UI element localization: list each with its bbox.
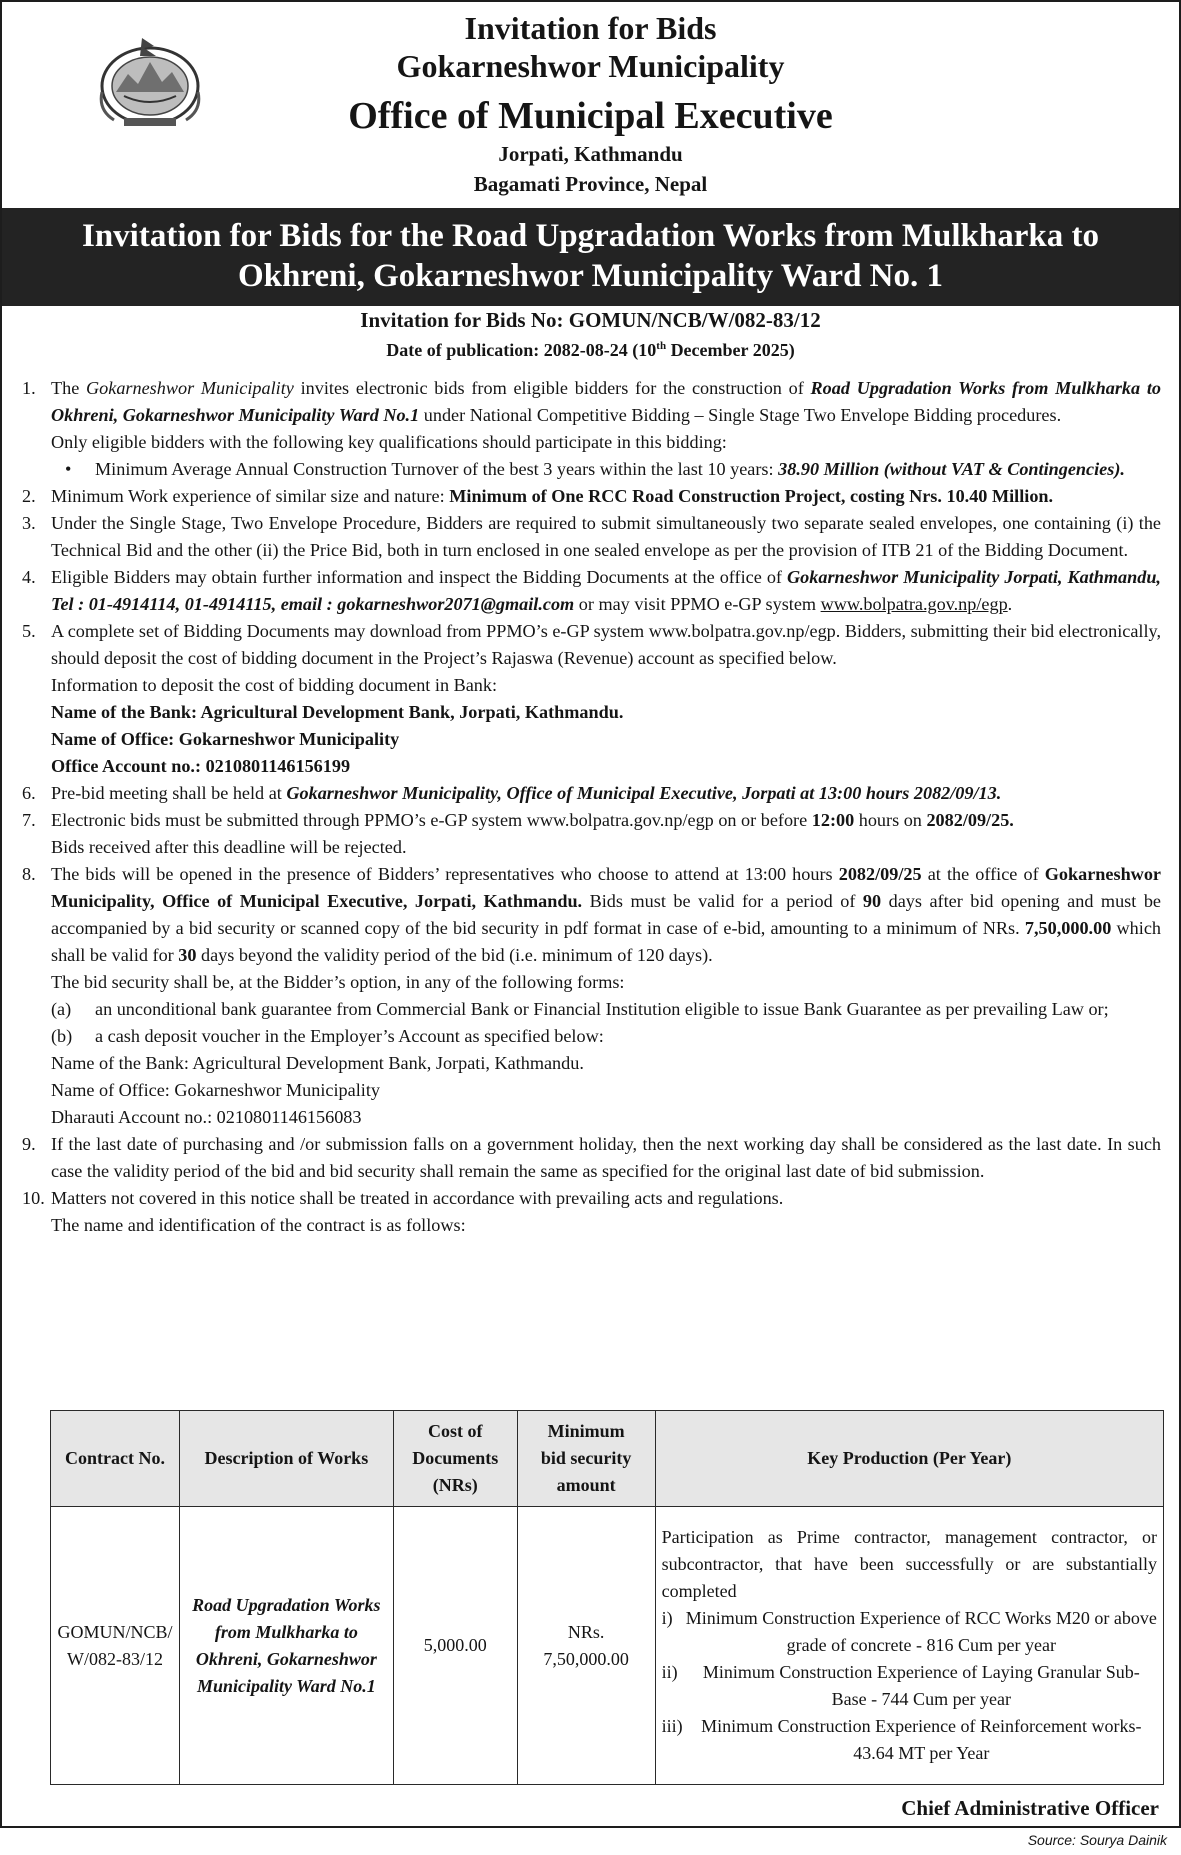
cell-key-production (655, 1507, 1163, 1785)
text-run: Name of Office: Gokarneshwor Municipality (51, 729, 400, 749)
clause-number: 5. (22, 621, 36, 641)
text-run: amount (556, 1475, 616, 1495)
text-run: NRs. (567, 1621, 605, 1642)
clause-3 (22, 510, 1161, 564)
clause-number: 3. (22, 513, 36, 533)
clause-6 (22, 780, 1161, 807)
clause-text (51, 375, 1161, 429)
clause-text (51, 780, 1161, 807)
text-run: Minimum Work experience of similar size and nature: (51, 486, 450, 506)
text-run: W/082-83/12 (66, 1648, 163, 1669)
title-banner (2, 208, 1179, 306)
clause-number: 9. (22, 1134, 36, 1154)
text-run: hours on (854, 810, 927, 830)
text-run: Minimum Construction Experience of Laying Granular Sub-Base - 744 Cum per year (702, 1662, 1140, 1709)
header-municipality: Gokarneshwor Municipality (396, 48, 785, 84)
security-option-a (51, 996, 1161, 1023)
header-province: Bagamati Province, Nepal (473, 172, 708, 196)
clause-9 (22, 1131, 1161, 1185)
text-run: Minimum Average Annual Construction Turnover of the best 3 years within the last 10 years: (95, 459, 779, 479)
deposit-bank: Name of the Bank: Agricultural Development Bank, Jorpati, Kathmandu. (51, 1053, 584, 1073)
text-run: 2082/09/25. (926, 810, 1014, 830)
table-row (51, 1507, 1164, 1785)
clause-text: Only eligible bidders with the following key qualifications should participate in this bidding: (51, 432, 727, 452)
text-run: 2082/09/25 (838, 864, 922, 884)
clause-text: Bids received after this deadline will be rejected. (51, 837, 407, 857)
text-run: or may visit PPMO e-GP system (574, 594, 821, 614)
clause-5 (22, 618, 1161, 780)
clause-4 (22, 564, 1161, 618)
deposit-office: Name of Office: Gokarneshwor Municipality (51, 1080, 380, 1100)
item-mark: i) (661, 1608, 673, 1628)
text-run: Office Account no.: 0210801146156199 (51, 756, 351, 776)
clause-number: 4. (22, 567, 36, 587)
item-mark: iii) (661, 1716, 683, 1736)
col-description: Description of Works (179, 1411, 393, 1507)
text-run: Bids must be valid for a period of (582, 891, 863, 911)
text-run: 7,50,000.00 (1024, 918, 1112, 938)
clause-number: 6. (22, 783, 36, 803)
key-production-item (662, 1659, 1157, 1713)
cell-contract-no (51, 1507, 180, 1785)
text-run: Minimum Construction Experience of RCC Works M20 or above grade of concrete - 816 Cum per year (685, 1608, 1157, 1655)
text-run: Gokarneshwor Municipality, Office of Municipal Executive, Jorpati, Kathmandu. (51, 864, 1161, 911)
clause-text: Under the Single Stage, Two Envelope Procedure, Bidders are required to submit simultaneously two separate sealed envelopes, one containing (i) the Technical Bid and the other (ii) the Price Bid, both in turn enclosed in one sealed envelope as per the provision of ITB 21 of the Bidding Document. (51, 513, 1161, 560)
clause-text: If the last date of purchasing and /or submission falls on a government holiday, then the next working day shall be considered as the last date. In such case the validity period of the bid and bid security shall remain the same as specified for the original last date of bid submission. (51, 1134, 1161, 1181)
bullet-mark: • (65, 459, 72, 479)
notice-header (2, 2, 1179, 208)
text-run: Gokarneshwor Municipality, Office of Municipal Executive, Jorpati at 13:00 hours 2082/09/13. (286, 783, 1002, 803)
header-office: Office of Municipal Executive (348, 95, 833, 137)
signoff: Chief Administrative Officer (901, 1796, 1159, 1820)
source-credit: Source: Sourya Dainik (1027, 1832, 1167, 1848)
key-production-intro: Participation as Prime contractor, management contractor, or subcontractor, that have been successfully or are substantially completed (661, 1527, 1157, 1601)
clause-text (51, 483, 1161, 510)
text-run: 12:00 (811, 810, 855, 830)
table-header-row (51, 1411, 1164, 1507)
text-run: Name of the Bank: Agricultural Development Bank, Jorpati, Kathmandu. (51, 702, 624, 722)
publication-date-sup: th (656, 340, 667, 352)
cell-description (179, 1507, 393, 1785)
office-name (51, 726, 1161, 753)
clause-8 (22, 861, 1161, 1131)
qualification-bullet (51, 456, 1161, 483)
text-run: Okhreni, Gokarneshwor (195, 1648, 377, 1669)
text-run: at the office of (921, 864, 1045, 884)
key-production-item (662, 1713, 1157, 1767)
text-run: Gokarneshwor Municipality Jorpati, Kathmandu, Tel : 01-4914114, 01-4914115, email : gokarneshwor2071@gmail.com (51, 567, 1161, 614)
egp-link[interactable]: www.bolpatra.gov.np/egp (820, 594, 1008, 614)
text-run: 38.90 Million (without VAT & Contingencies). (778, 459, 1125, 479)
clause-number: 8. (22, 864, 36, 884)
text-run: . (1007, 594, 1013, 614)
title-line-1: Invitation for Bids for the Road Upgradation Works from Mulkharka to (81, 218, 1099, 254)
text-run: The bids will be opened in the presence of Bidders’ representatives who choose to attend at 13:00 hours (51, 864, 839, 884)
security-option-b (51, 1023, 1161, 1050)
publication-date-suffix: December 2025) (666, 340, 795, 360)
clause-7 (22, 807, 1161, 861)
text-run: days after bid opening and must be accompanied by a bid security or scanned copy of the bid security in pdf format in case of e-bid, amounting to a minimum of NRs. (51, 891, 1161, 938)
clause-1 (22, 375, 1161, 483)
text-run: GOMUN/NCB/ (57, 1621, 173, 1642)
clause-number: 2. (22, 486, 36, 506)
ifb-number: Invitation for Bids No: GOMUN/NCB/W/082-83/12 (360, 308, 821, 332)
contract-table (50, 1410, 1164, 1785)
clause-2 (22, 483, 1161, 510)
clause-text: The name and identification of the contract is as follows: (51, 1215, 466, 1235)
key-production-item (662, 1605, 1157, 1659)
bank-name (51, 699, 1161, 726)
text-run: 30 (178, 945, 197, 965)
cell-min-security (517, 1507, 655, 1785)
text-run: Gokarneshwor Municipality (86, 378, 294, 398)
col-key-production: Key Production (Per Year) (655, 1411, 1163, 1507)
text-run: a cash deposit voucher in the Employer’s Account as specified below: (95, 1026, 604, 1046)
text-run: invites electronic bids from eligible bidders for the construction of (293, 378, 811, 398)
clause-text (51, 807, 1161, 834)
text-run: which shall be valid for (51, 918, 1161, 965)
notice-body (22, 375, 1161, 1239)
text-run: Minimum Construction Experience of Reinforcement works-43.64 MT per Year (701, 1716, 1142, 1763)
clause-text (51, 861, 1161, 969)
clause-text: A complete set of Bidding Documents may download from PPMO’s e-GP system www.bolpatra.gov.np/egp. Bidders, submitting their bid electronically, should deposit the cost of bidding document in the Project’s Rajaswa (Revenue) account as specified below. (51, 621, 1161, 668)
text-run: Minimum of One RCC Road Construction Project, costing Nrs. 10.40 Million. (449, 486, 1054, 506)
title-line-2: Okhreni, Gokarneshwor Municipality Ward No. 1 (237, 258, 944, 294)
text-run: 7,50,000.00 (543, 1648, 629, 1669)
header-location: Jorpati, Kathmandu (498, 142, 683, 166)
clause-number: 1. (22, 378, 36, 398)
header-line-1: Invitation for Bids (464, 10, 717, 46)
publication-date-prefix: Date of publication: 2082-08-24 (10 (386, 340, 657, 360)
text-run: under National Competitive Bidding – Single Stage Two Envelope Bidding procedures. (419, 405, 1062, 425)
clause-text: Information to deposit the cost of bidding document in Bank: (51, 675, 498, 695)
text-run: an unconditional bank guarantee from Commercial Bank or Financial Institution eligible to issue Bank Guarantee as per prevailing Law or; (95, 999, 1109, 1019)
text-run: 90 (862, 891, 882, 911)
clause-number: 10. (22, 1188, 45, 1208)
text-run: from Mulkharka to (214, 1621, 358, 1642)
item-mark: ii) (661, 1662, 678, 1682)
text-run: Road Upgradation Works (192, 1594, 381, 1615)
text-run: bid security (540, 1448, 632, 1468)
col-contract-no: Contract No. (51, 1411, 180, 1507)
text-run: Road Upgradation Works from Mulkharka to Okhreni, Gokarneshwor Municipality Ward No.1 (51, 378, 1161, 425)
text-run: Documents (412, 1448, 499, 1468)
option-mark: (b) (51, 1026, 73, 1046)
text-run: Pre-bid meeting shall be held at (51, 783, 287, 803)
text-run: Eligible Bidders may obtain further information and inspect the Bidding Documents at the office of (51, 567, 788, 587)
clause-text (51, 564, 1161, 618)
option-mark: (a) (51, 999, 72, 1019)
text-run: (NRs) (432, 1475, 478, 1495)
text-run: The (51, 378, 87, 398)
text-run: Municipality Ward No.1 (196, 1675, 376, 1696)
text-run: Electronic bids must be submitted through PPMO’s e-GP system www.bolpatra.gov.np/egp on or before (51, 810, 812, 830)
deposit-account: Dharauti Account no.: 0210801146156083 (51, 1107, 362, 1127)
text-run: days beyond the validity period of the bid (i.e. minimum of 120 days). (196, 945, 713, 965)
clause-text: Matters not covered in this notice shall be treated in accordance with prevailing acts and regulations. (51, 1188, 784, 1208)
clause-10 (22, 1185, 1161, 1239)
col-cost (393, 1411, 517, 1507)
text-run: Minimum (547, 1421, 625, 1441)
clause-text: The bid security shall be, at the Bidder’s option, in any of the following forms: (51, 972, 625, 992)
publication-date (2, 340, 1179, 361)
cell-cost: 5,000.00 (393, 1507, 517, 1785)
office-account (51, 753, 1161, 780)
col-min-security (517, 1411, 655, 1507)
text-run: Cost of (427, 1421, 483, 1441)
clause-number: 7. (22, 810, 36, 830)
